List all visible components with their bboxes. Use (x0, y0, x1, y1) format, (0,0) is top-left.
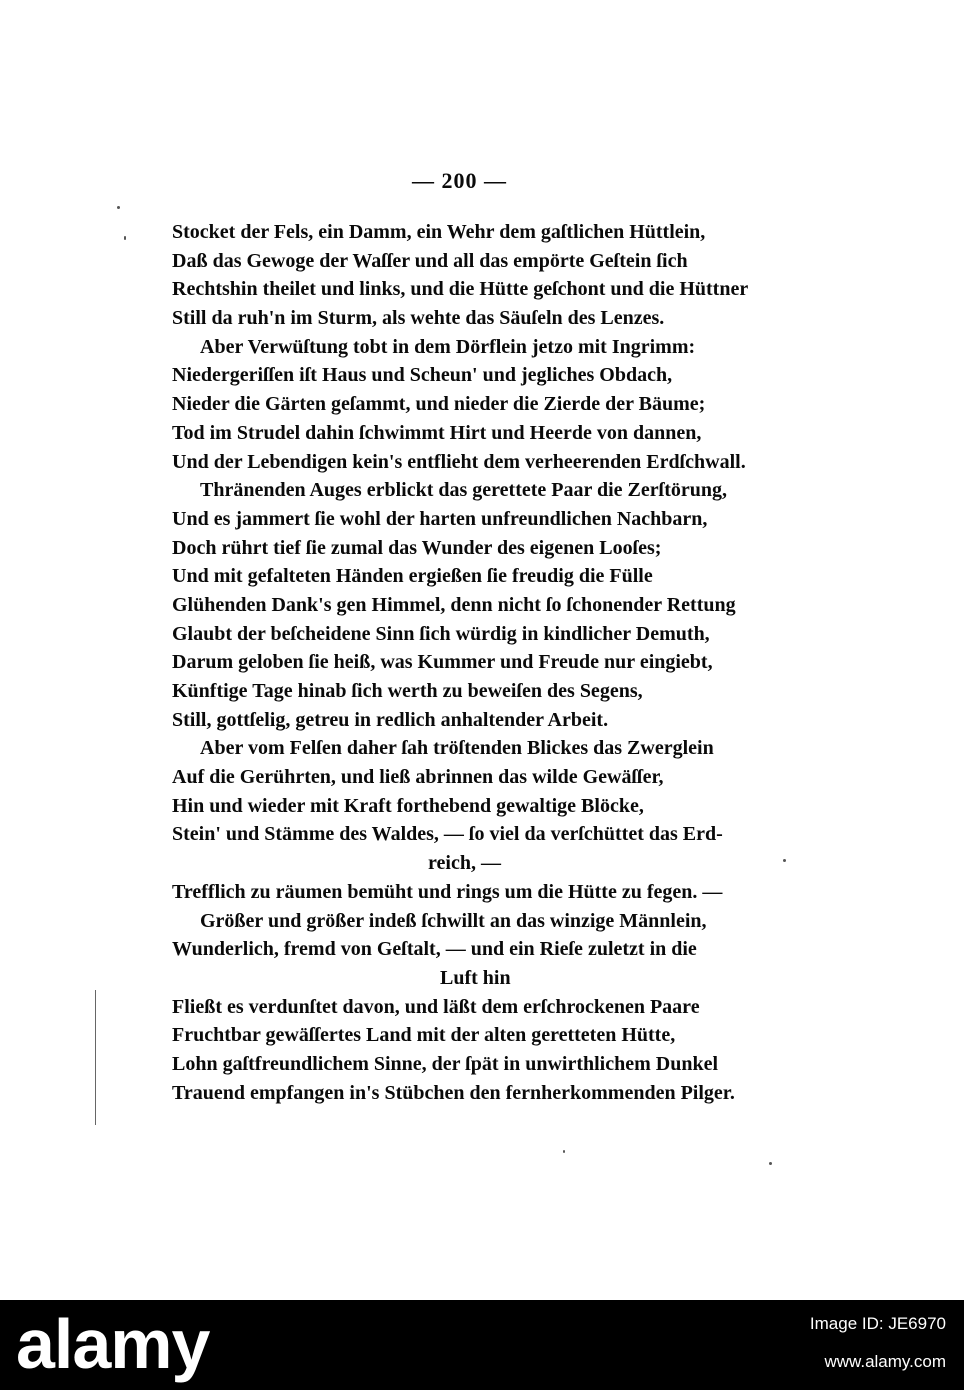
poem-text (172, 218, 792, 1107)
text-line: Rechtshin theilet und links, und die Hütte geſchont und die Hüttner (172, 278, 749, 301)
text-line: Darum geloben ſie heiß, was Kummer und Freude nur eingiebt, (172, 651, 713, 674)
text-line: Fruchtbar gewäſſertes Land mit der alten geretteten Hütte, (172, 1024, 676, 1047)
scan-edge-line (95, 990, 96, 1125)
alamy-logo: alamy (16, 1305, 210, 1383)
text-line: Und mit gefalteten Händen ergießen ſie freudig die Fülle (172, 565, 653, 588)
page-number: — 200 — (412, 168, 507, 193)
text-line: Nieder die Gärten geſammt, und nieder die Zierde der Bäume; (172, 393, 706, 416)
text-line: Hin und wieder mit Kraft forthebend gewaltige Blöcke, (172, 794, 644, 817)
text-line: Aber vom Felſen daher ſah tröſtenden Blickes das Zwerglein (200, 737, 714, 760)
text-line: Still, gottſelig, getreu in redlich anhaltender Arbeit. (172, 708, 609, 731)
text-line: Doch rührt tief ſie zumal das Wunder des eigenen Looſes; (172, 536, 662, 559)
text-line: Tod im Strudel dahin ſchwimmt Hirt und Heerde von dannen, (172, 421, 702, 444)
scan-speck (124, 236, 126, 240)
text-line: Stocket der Fels, ein Damm, ein Wehr dem gaſtlichen Hüttlein, (172, 221, 706, 243)
text-line: Stein' und Stämme des Waldes, — ſo viel da verſchüttet das Erd- (172, 823, 723, 846)
text-line: Trefflich zu räumen bemüht und rings um die Hütte zu fegen. — (172, 880, 723, 903)
text-line: Niedergeriſſen iſt Haus und Scheun' und jegliches Obdach, (172, 364, 673, 387)
text-line: Trauend empfangen in's Stübchen den fernherkommenden Pilger. (172, 1081, 735, 1104)
text-line: Wunderlich, fremd von Geſtalt, — und ein Rieſe zuletzt in die (172, 938, 697, 961)
text-line: Thränenden Auges erblickt das gerettete Paar die Zerſtörung, (200, 479, 727, 502)
watermark-url: www.alamy.com (824, 1352, 946, 1371)
scan-speck (563, 1150, 565, 1153)
scan-speck (117, 206, 120, 209)
text-line: Und der Lebendigen kein's entflieht dem verheerenden Erdſchwall. (172, 450, 746, 473)
text-line-continuation: reich, — (428, 852, 501, 875)
text-line: Still da ruh'n im Sturm, als wehte das Säuſeln des Lenzes. (172, 307, 665, 330)
image-id-label: Image ID: JE6970 (809, 1314, 946, 1333)
watermark-bar (0, 1300, 964, 1390)
text-line: Glaubt der beſcheidene Sinn ſich würdig in kindlicher Demuth, (172, 622, 710, 645)
text-line: Fließt es verdunſtet davon, und läßt dem erſchrockenen Paare (172, 995, 700, 1018)
text-line: Künftige Tage hinab ſich werth zu beweiſen des Segens, (172, 680, 643, 702)
text-line: Lohn gaſtfreundlichem Sinne, der ſpät in unwirthlichem Dunkel (172, 1052, 719, 1075)
text-line: Größer und größer indeß ſchwillt an das winzige Männlein, (200, 909, 707, 932)
text-line: Daß das Gewoge der Waſſer und all das empörte Geſtein ſich (172, 249, 688, 272)
text-line-continuation: Luft hin (440, 966, 511, 989)
scan-speck (769, 1162, 772, 1165)
text-line: Auf die Gerührten, und ließ abrinnen das wilde Gewäſſer, (172, 766, 664, 789)
text-line: Aber Verwüſtung tobt in dem Dörflein jetzo mit Ingrimm: (200, 335, 696, 358)
text-line: Glühenden Dank's gen Himmel, denn nicht ſo ſchonender Rettung (172, 593, 736, 616)
scan-speck (783, 859, 786, 862)
text-line: Und es jammert ſie wohl der harten unfreundlichen Nachbarn, (172, 507, 708, 530)
